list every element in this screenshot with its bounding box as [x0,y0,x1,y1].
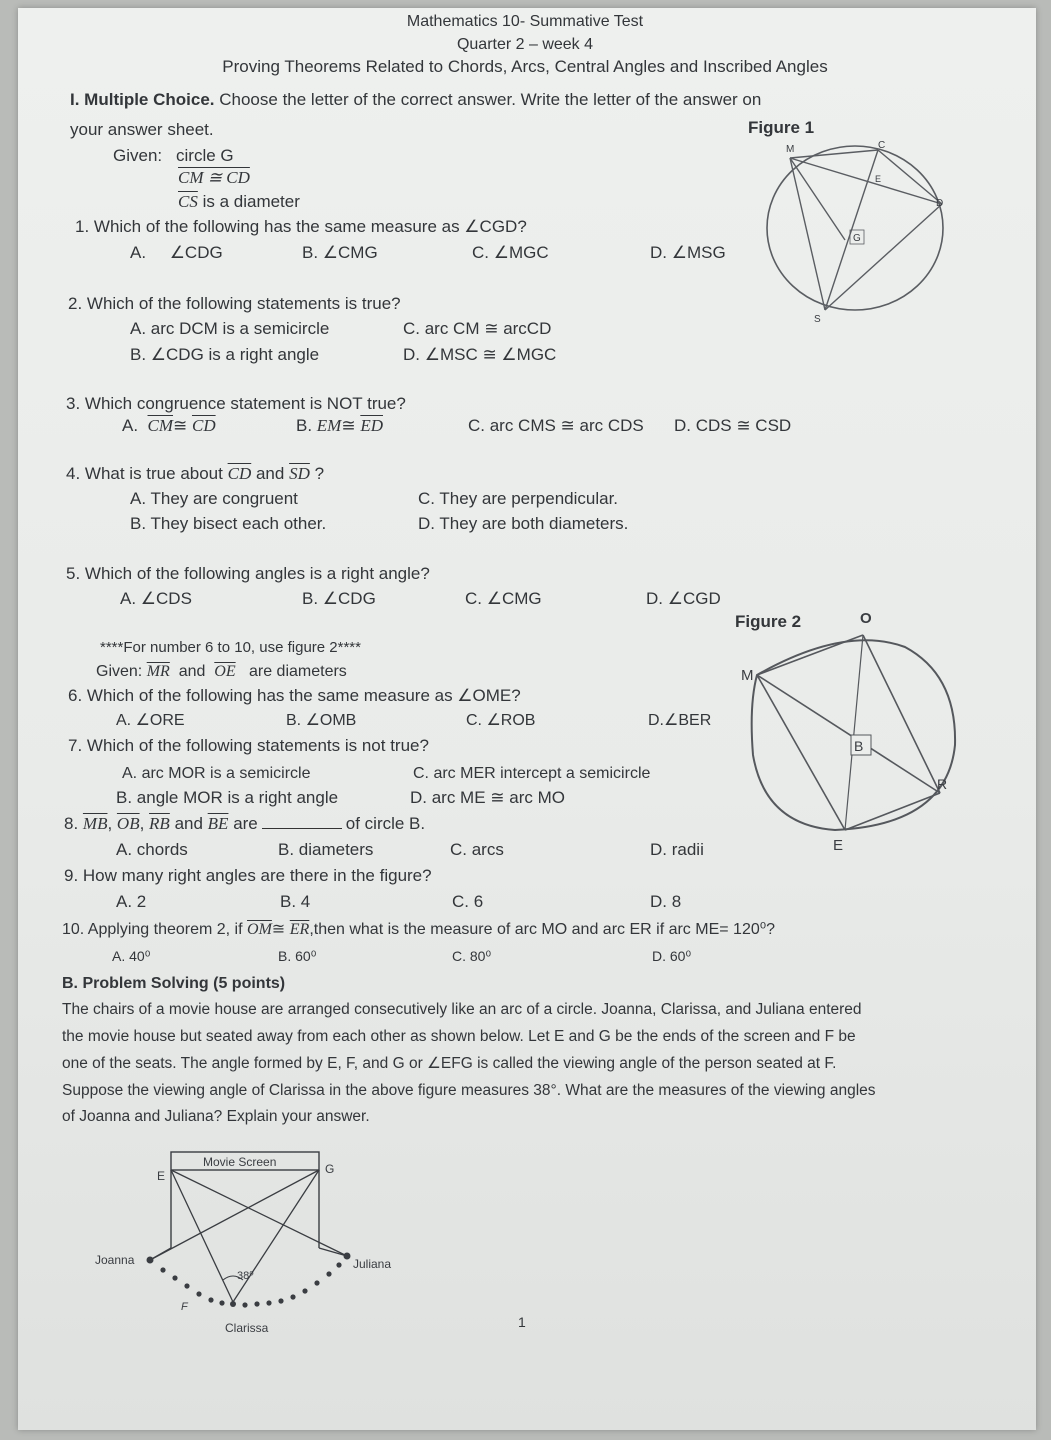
problem-line-5: of Joanna and Juliana? Explain your answer. [62,1108,370,1125]
figure1-label: Figure 1 [748,118,815,137]
q2-option-b: B. ∠CDG is a right angle [130,345,320,364]
q10-option-b: B. 60⁰ [278,948,317,964]
figure2-note: ****For number 6 to 10, use figure 2**** [100,639,361,656]
figure1-point-m: M [786,144,795,155]
q7-text: 7. Which of the following statements is not true? [68,736,429,755]
movie-screen-diagram [85,1140,415,1350]
q7-option-d: D. arc ME ≅ arc MO [410,788,565,807]
q10-option-a: A. 40⁰ [112,948,151,964]
q10-option-d: D. 60⁰ [652,948,692,964]
quarter-label: Quarter 2 – week 4 [456,36,594,53]
q8-option-a: A. chords [116,840,188,859]
q5-text: 5. Which of the following angles is a right angle? [66,564,430,583]
q1-text: 1. Which of the following has the same measure as ∠CGD? [75,217,527,236]
q2-option-c: C. arc CM ≅ arcCD [403,319,552,338]
figure2-point-b: B [854,738,864,754]
q10-text: 10. Applying theorem 2, if $\overline{OM}≅$ $\overline{ER},then$ what is the measure of arc MO and arc ER if arc ME= 120⁰? [62,921,776,938]
point-g: G [325,1162,335,1176]
q8-text: 8. $\overline{MB}$, $\overline{OB}$, $\overline{RB}$ and $\overline{BE}$ are of circle B. [64,814,426,833]
given-circle: circle G [176,146,234,165]
section1-heading: I. Multiple Choice. [70,90,215,109]
q1-option-c: C. ∠MGC [472,243,549,262]
figure1-point-e: E [875,174,882,184]
q4-option-b: B. They bisect each other. [130,514,327,533]
given2-line: Given: $\overline{MR}$ and $\overline{OE}$ are diameters [96,663,347,680]
q3-text: 3. Which congruence statement is NOT true? [66,394,406,413]
q2-text: 2. Which of the following statements is true? [68,294,401,313]
q9-option-c: C. 6 [452,892,484,911]
figure2-point-r: R [937,776,948,792]
q2-option-a: A. arc DCM is a semicircle [130,319,330,338]
point-e: E [157,1169,166,1183]
figure1-diagram [750,140,960,330]
clarissa-angle: 38⁰ [237,1270,254,1282]
q8-option-c: C. arcs [450,840,504,859]
figure2-diagram [735,605,960,855]
q8-option-b: B. diameters [278,840,374,859]
q5-option-a: A. ∠CDS [120,589,192,608]
q9-option-b: B. 4 [280,892,311,911]
q1-option-d: D. ∠MSG [650,243,726,262]
problem-line-3: one of the seats. The angle formed by E, F, and G or ∠EFG is called the viewing angle of the person seated at F. [62,1055,837,1072]
q7-option-b: B. angle MOR is a right angle [116,788,339,807]
seat-joanna [147,1257,154,1264]
q6-option-b: B. ∠OMB [286,712,357,729]
q4-option-c: C. They are perpendicular. [418,489,619,508]
problem-line-2: the movie house but seated away from each other as shown below. Let E and G be the ends of the screen and F be [62,1028,856,1045]
q8-answer-blank [262,828,342,829]
figure1-point-s: S [814,314,821,325]
q9-text: 9. How many right angles are there in the figure? [64,866,432,885]
section1-instruction-cont: your answer sheet. [70,120,214,139]
figure2-point-e: E [833,837,844,854]
given-label: Given: [113,146,163,165]
figure2-label: Figure 2 [735,612,802,631]
q6-text: 6. Which of the following has the same measure as ∠OME? [68,686,521,705]
q7-option-c: C. arc MER intercept a semicircle [413,765,651,782]
q3-option-d: D. CDS ≅ CSD [674,416,792,435]
q3-option-b: B. EM≅ $\overline{ED}$ [296,416,383,435]
figure2-point-o: O [860,610,872,627]
problem-line-4: Suppose the viewing angle of Clarissa in the above figure measures 38°. What are the measures of the viewing angles [62,1082,876,1099]
q1-option-b: B. ∠CMG [302,243,378,262]
q6-option-d: D.∠BER [648,712,712,729]
q2-option-d: D. ∠MSC ≅ ∠MGC [403,345,557,364]
given-congruence: CM ≅ CD [178,168,250,187]
q5-option-b: B. ∠CDG [302,589,376,608]
q5-option-d: D. ∠CGD [646,589,721,608]
figure2-point-m: M [741,667,754,684]
q4-option-d: D. They are both diameters. [418,514,629,533]
movie-screen-label: Movie Screen [203,1155,277,1169]
figure1-point-c: C [878,140,886,151]
q6-option-c: C. ∠ROB [466,712,536,729]
given-diameter: $\overline{CS}$ is a diameter [178,192,300,211]
point-f: F [181,1301,188,1313]
problem-line-1: The chairs of a movie house are arranged consecutively like an arc of a circle. Joanna, Clarissa, and Juliana entered [62,1001,862,1018]
q8-option-d: D. radii [650,840,704,859]
q10-option-c: C. 80⁰ [452,948,492,964]
q9-option-a: A. 2 [116,892,147,911]
figure1-point-d: D [936,198,944,209]
q1-option-a: A. ∠CDG [130,243,223,262]
label-joanna: Joanna [95,1253,135,1267]
q6-option-a: A. ∠ORE [116,712,185,729]
section1-instruction: I. Multiple Choice. Choose the letter of the correct answer. Write the letter of the answer on [70,90,762,109]
q5-option-c: C. ∠CMG [465,589,542,608]
seat-juliana [344,1253,351,1260]
label-juliana: Juliana [353,1257,392,1271]
q3-option-a: A. $\overline{CM}≅$ $\overline{CD}$ [122,416,216,435]
q9-option-d: D. 8 [650,892,682,911]
q4-text: 4. What is true about $\overline{CD}$ and $\overline{SD}$ ? [66,464,325,483]
q4-option-a: A. They are congruent [130,489,298,508]
section2-heading: B. Problem Solving (5 points) [62,975,286,992]
page-number: 1 [518,1314,526,1330]
q3-option-c: C. arc CMS ≅ arc CDS [468,416,644,435]
test-title: Mathematics 10- Summative Test [406,13,644,30]
q7-option-a: A. arc MOR is a semicircle [122,765,311,782]
topic-title: Proving Theorems Related to Chords, Arcs, Central Angles and Inscribed Angles [222,57,828,76]
figure1-point-g: G [853,233,861,244]
label-clarissa: Clarissa [225,1321,269,1335]
